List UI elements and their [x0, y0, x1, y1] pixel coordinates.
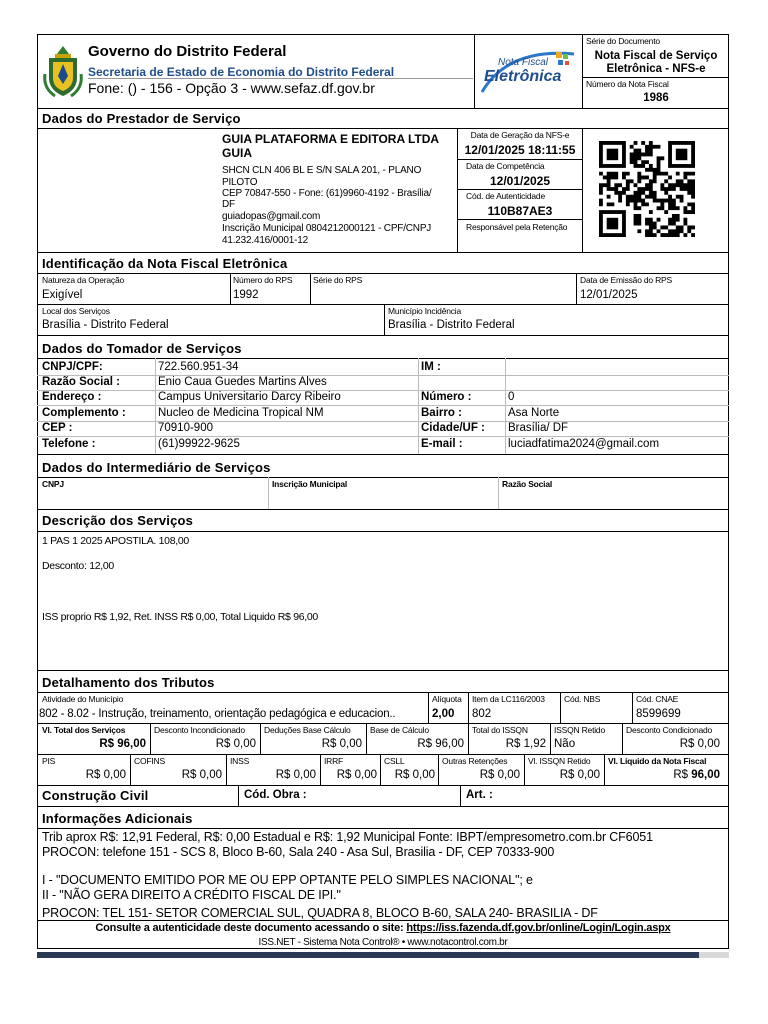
nfe-logo-text-2: Eletrônica: [484, 68, 562, 85]
descricao-line-3: ISS proprio R$ 1,92, Ret. INSS R$ 0,00, Total Liquido R$ 96,00: [42, 611, 318, 623]
municipio-value: Brasília - Distrito Federal: [388, 319, 515, 331]
tomador-email-label: E-mail :: [421, 438, 463, 450]
inss-label: INSS: [230, 756, 250, 766]
footer-bar: [37, 952, 699, 958]
atividade-value: 802 - 8.02 - Instrução, treinamento, orientação pedagógica e educacion..: [39, 708, 396, 720]
gov-title: Governo do Distrito Federal: [88, 43, 287, 60]
numero-value: 1986: [643, 92, 669, 104]
liquido-amount: 96,00: [691, 769, 720, 781]
total-issqn-label: Total do ISSQN: [472, 725, 528, 735]
geracao-label: Data de Geração da NFS-e: [470, 130, 570, 140]
construcao-section: Construção Civil: [42, 788, 149, 803]
desc-incond-label: Desconto Incondicionado: [154, 725, 245, 735]
desc-cond-value: R$ 0,00: [679, 738, 720, 750]
csll-label: CSLL: [384, 756, 405, 766]
issqn-retido-label: ISSQN Retido: [554, 725, 605, 735]
inss-value: R$ 0,00: [275, 769, 316, 781]
consulte-text: Consulte a autenticidade deste documento acessando o site:: [95, 922, 404, 934]
prestador-cep-2: DF: [222, 199, 235, 210]
numero-rps-value: 1992: [233, 289, 259, 301]
prestador-section: Dados do Prestador de Serviço: [42, 111, 241, 126]
cnae-label: Cód. CNAE: [636, 694, 679, 704]
natureza-label: Natureza da Operação: [42, 275, 124, 285]
numero-rps-label: Número do RPS: [233, 275, 293, 285]
tomador-numero-label: Número :: [421, 391, 472, 403]
prestador-endereco-1: SHCN CLN 406 BL E S/N SALA 201, - PLANO: [222, 165, 422, 176]
tomador-cnpj-label: CNPJ/CPF:: [42, 361, 103, 373]
desc-incond-value: R$ 0,00: [215, 738, 256, 750]
issqn-ret-value: R$ 0,00: [559, 769, 600, 781]
descricao-line-2: Desconto: 12,00: [42, 560, 114, 572]
liquido-label: Vl. Líquido da Nota Fiscal: [608, 756, 707, 766]
desc-cond-label: Desconto Condicionado: [626, 725, 713, 735]
item-value: 802: [472, 708, 492, 720]
deducoes-value: R$ 0,00: [321, 738, 362, 750]
info-line-3: I - "DOCUMENTO EMITIDO POR ME OU EPP OPTANTE PELO SIMPLES NACIONAL"; e: [42, 873, 533, 887]
local-label: Local dos Serviços: [42, 306, 110, 316]
prestador-nome-1: GUIA PLATAFORMA E EDITORA LTDA: [222, 132, 440, 146]
descricao-line-1: 1 PAS 1 2025 APOSTILA. 108,00: [42, 535, 189, 547]
serie-value-2: Eletrônica - NFS-e: [606, 63, 706, 75]
secretaria: Secretaria de Estado de Economia do Distrito Federal: [88, 65, 395, 79]
footer-credit: ISS.NET - Sistema Nota Control® • www.notacontrol.com.br: [258, 937, 508, 948]
item-label: Item da LC116/2003: [472, 694, 545, 704]
qr-code-icon[interactable]: [597, 141, 697, 237]
prestador-cep-1: CEP 70847-550 - Fone: (61)9960-4192 - Brasília/: [222, 188, 432, 199]
tomador-cidade-value: Brasília/ DF: [508, 422, 569, 434]
nfe-logo: [478, 44, 578, 98]
tomador-bairro-label: Bairro :: [421, 407, 462, 419]
outras-label: Outras Retenções: [442, 756, 508, 766]
cnae-value: 8599699: [636, 708, 681, 720]
serie-rps-label: Série do RPS: [313, 275, 363, 285]
tomador-bairro-value: Asa Norte: [508, 407, 560, 419]
tomador-razao-label: Razão Social :: [42, 376, 120, 388]
tomador-im-label: IM :: [421, 361, 441, 373]
total-issqn-value: R$ 1,92: [505, 738, 546, 750]
footer-bar-end: [699, 952, 729, 958]
tomador-cnpj-value: 722.560.951-34: [158, 361, 239, 373]
csll-value: R$ 0,00: [394, 769, 435, 781]
serie-value-1: Nota Fiscal de Serviço: [594, 50, 718, 62]
natureza-value: Exigível: [42, 289, 83, 301]
prestador-nome-2: GUIA: [222, 146, 252, 160]
identificacao-section: Identificação da Nota Fiscal Eletrônica: [42, 256, 288, 271]
issqn-retido-value: Não: [554, 738, 576, 750]
pis-value: R$ 0,00: [85, 769, 126, 781]
tomador-telefone-label: Telefone :: [42, 438, 96, 450]
nfe-logo-text-1: Nota Fiscal: [498, 57, 549, 68]
tomador-cep-label: CEP :: [42, 422, 73, 434]
competencia-value: 12/01/2025: [489, 174, 551, 188]
tomador-cidade-label: Cidade/UF :: [421, 422, 485, 434]
aliquota-label: Alíquota: [432, 694, 462, 704]
obra-label: Cód. Obra :: [244, 789, 307, 801]
tributos-section: Detalhamento dos Tributos: [42, 675, 215, 690]
aliquota-value: 2,00: [432, 708, 455, 720]
intermediario-razao-label: Razão Social: [502, 479, 553, 489]
cofins-label: COFINS: [134, 756, 165, 766]
tomador-endereco-label: Endereço :: [42, 391, 102, 403]
tomador-complemento-label: Complemento :: [42, 407, 126, 419]
intermediario-section: Dados do Intermediário de Serviços: [42, 460, 271, 475]
tomador-section: Dados do Tomador de Serviços: [42, 341, 242, 356]
emissao-rps-value: 12/01/2025: [580, 289, 638, 301]
competencia-label: Data de Competência: [466, 161, 545, 171]
pis-label: PIS: [42, 756, 56, 766]
cofins-value: R$ 0,00: [181, 769, 222, 781]
atividade-label: Atividade do Município: [42, 694, 124, 704]
fone-line: Fone: () - 156 - Opção 3 - www.sefaz.df.gov.br: [88, 80, 375, 96]
vl-total-value: R$ 96,00: [99, 738, 146, 750]
informacoes-section: Informações Adicionais: [42, 811, 193, 826]
retencao-label: Responsável pela Retenção: [466, 222, 568, 232]
tomador-endereco-value: Campus Universitario Darcy Ribeiro: [158, 391, 341, 403]
numero-label: Número da Nota Fiscal: [586, 79, 669, 89]
issqn-ret-label: Vl. ISSQN Retido: [528, 756, 591, 766]
local-value: Brasília - Distrito Federal: [42, 319, 169, 331]
intermediario-inscricao-label: Inscrição Municipal: [272, 479, 348, 489]
prestador-email: guiadopas@gmail.com: [222, 211, 321, 222]
tomador-telefone-value: (61)99922-9625: [158, 438, 240, 450]
info-line-1: Trib aprox R$: 12,91 Federal, R$: 0,00 Estadual e R$: 1,92 Municipal Fonte: IBPT/empresometro.com.br CF6051: [42, 830, 653, 844]
irrf-value: R$ 0,00: [336, 769, 377, 781]
info-line-5: PROCON: TEL 151- SETOR COMERCIAL SUL, QUADRA 8, BLOCO B-60, SALA 240- BRASILIA - DF: [42, 906, 598, 920]
tomador-numero-value: 0: [508, 391, 515, 403]
art-label: Art. :: [466, 789, 493, 801]
autenticidade-link[interactable]: https://iss.fazenda.df.gov.br/online/Login/Login.aspx: [406, 922, 671, 934]
descricao-section: Descrição dos Serviços: [42, 513, 194, 528]
irrf-label: IRRF: [324, 756, 344, 766]
municipio-label: Município Incidência: [388, 306, 462, 316]
deducoes-label: Deduções Base Cálculo: [264, 725, 351, 735]
tomador-complemento-value: Nucleo de Medicina Tropical NM: [158, 407, 324, 419]
autenticidade-value: 110B87AE3: [487, 204, 553, 218]
outras-value: R$ 0,00: [479, 769, 520, 781]
consulte-line: [37, 922, 729, 934]
liquido-value: [604, 769, 720, 781]
autenticidade-label: Cód. de Autenticidade: [466, 191, 545, 201]
emissao-rps-label: Data de Emissão do RPS: [580, 275, 672, 285]
prestador-inscricao-1: Inscrição Municipal 0804212000121 - CPF/CNPJ: [222, 223, 432, 234]
prestador-inscricao-2: 41.232.416/0001-12: [222, 235, 308, 246]
intermediario-cnpj-label: CNPJ: [42, 479, 64, 489]
serie-label: Série do Documento: [586, 36, 660, 46]
vl-total-label: Vl. Total dos Serviços: [42, 725, 126, 735]
geracao-value: 12/01/2025 18:11:55: [464, 143, 576, 157]
base-value: R$ 96,00: [417, 738, 464, 750]
liquido-prefix: R$: [673, 769, 692, 781]
prestador-endereco-2: PILOTO: [222, 177, 258, 188]
tomador-razao-value: Enio Caua Guedes Martins Alves: [158, 376, 327, 388]
nbs-label: Cód. NBS: [564, 694, 601, 704]
tomador-cep-value: 70910-900: [158, 422, 213, 434]
info-line-2: PROCON: telefone 151 - SCS 8, Bloco B-60, Sala 240 - Asa Sul, Brasilia - DF, CEP 70333-900: [42, 845, 555, 859]
tomador-email-value: luciadfatima2024@gmail.com: [508, 438, 660, 450]
coat-of-arms-icon: [43, 44, 83, 100]
base-label: Base de Cálculo: [370, 725, 429, 735]
info-line-4: II - "NÃO GERA DIREITO A CRÉDITO FISCAL DE IPI.": [42, 888, 341, 902]
